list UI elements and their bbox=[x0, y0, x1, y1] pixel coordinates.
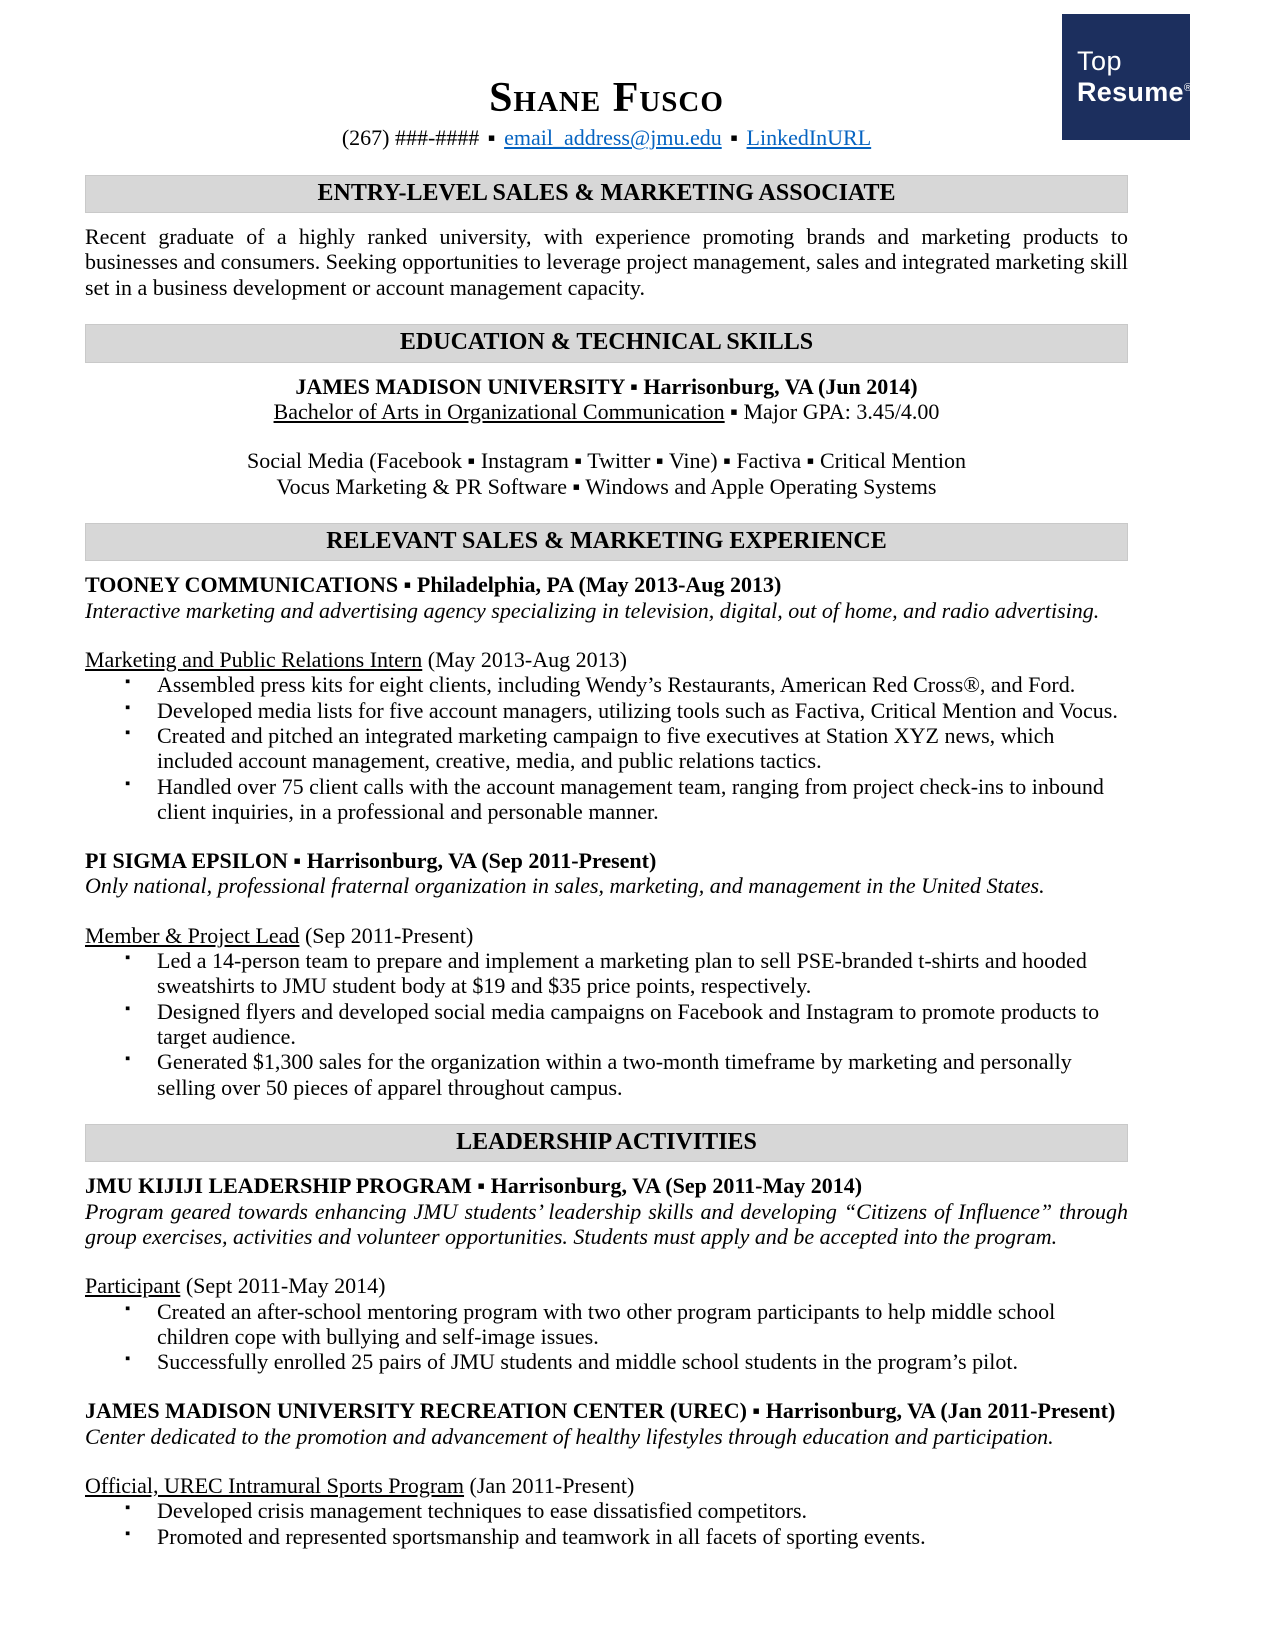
leadership-entry-kijiji bbox=[85, 1173, 1128, 1374]
bullet-item: ▪ Assembled press kits for eight clients, including Wendy’s Restaurants, American Red Cross®, and Ford. bbox=[85, 672, 1128, 697]
bullet-item: ▪ Created and pitched an integrated marketing campaign to five executives at Station XYZ news, which included account management, creative, media, and public relations tactics. bbox=[85, 723, 1128, 774]
bullet-item: ▪ Generated $1,300 sales for the organization within a two-month timeframe by marketing and personally selling over 50 pieces of apparel throughout campus. bbox=[85, 1049, 1128, 1100]
section-header-education: EDUCATION & TECHNICAL SKILLS bbox=[85, 324, 1128, 363]
candidate-name: Shane Fusco bbox=[489, 75, 724, 121]
contact-line bbox=[85, 125, 1128, 150]
organization-description: Program geared towards enhancing JMU students’ leadership skills and developing “Citizens of Influence” through group exercises, activities and volunteer opportunities. Students must apply and be accepted into the program. bbox=[85, 1198, 1128, 1249]
organization-line: JAMES MADISON UNIVERSITY RECREATION CENTER (UREC) ▪ Harrisonburg, VA (Jan 2011-Present) bbox=[85, 1398, 1116, 1424]
company-description: Only national, professional fraternal organization in sales, marketing, and management in the United States. bbox=[85, 873, 1045, 899]
logo-top-text: Top bbox=[1077, 45, 1123, 76]
organization-description: Center dedicated to the promotion and advancement of healthy lifestyles through education and participation. bbox=[85, 1423, 1054, 1449]
topresume-logo bbox=[1062, 14, 1193, 140]
role-line bbox=[85, 1273, 1128, 1298]
registered-trademark-mark: ® bbox=[1183, 82, 1193, 94]
role-line bbox=[85, 923, 1128, 948]
role-dates: (Sept 2011-May 2014) bbox=[180, 1273, 386, 1299]
linkedin-link[interactable]: LinkedInURL bbox=[746, 125, 872, 151]
section-header-leadership: LEADERSHIP ACTIVITIES bbox=[85, 1124, 1128, 1163]
bullet-item: ▪ Led a 14-person team to prepare and implement a marketing plan to sell PSE-branded t-shirts and hooded sweatshirts to JMU student body at $19 and $35 price points, respectively. bbox=[85, 948, 1128, 999]
role-title: Member & Project Lead bbox=[85, 922, 300, 948]
section-header-experience: RELEVANT SALES & MARKETING EXPERIENCE bbox=[85, 523, 1128, 562]
company-line: TOONEY COMMUNICATIONS ▪ Philadelphia, PA (May 2013-Aug 2013) bbox=[85, 572, 782, 598]
section-header-objective: ENTRY-LEVEL SALES & MARKETING ASSOCIATE bbox=[85, 175, 1128, 214]
bullet-item: ▪ Promoted and represented sportsmanship and teamwork in all facets of sporting events. bbox=[85, 1524, 1128, 1549]
role-dates: (Jan 2011-Present) bbox=[464, 1473, 635, 1499]
education-degree-line bbox=[85, 399, 1128, 424]
bullet-list bbox=[85, 1498, 1128, 1549]
skills-line-1: Social Media (Facebook ▪ Instagram ▪ Twitter ▪ Vine) ▪ Factiva ▪ Critical Mention bbox=[247, 448, 966, 474]
bullet-item: ▪ Created an after-school mentoring program with two other program participants to help middle school children cope with bullying and self-image issues. bbox=[85, 1299, 1128, 1350]
skills-line-2: Vocus Marketing & PR Software ▪ Windows and Apple Operating Systems bbox=[276, 473, 937, 499]
education-block bbox=[85, 374, 1128, 499]
logo-resume-text bbox=[1077, 77, 1193, 108]
experience-entry-pi-sigma-epsilon bbox=[85, 848, 1128, 1100]
summary-paragraph: Recent graduate of a highly ranked university, with experience promoting brands and marketing products to businesses and consumers. Seeking opportunities to leverage project management, sales and integrated marketing skill set in a business development or account management capacity. bbox=[85, 224, 1128, 300]
degree-name: Bachelor of Arts in Organizational Communication bbox=[273, 398, 725, 424]
phone-number: (267) ###-#### bbox=[341, 125, 480, 151]
company-description: Interactive marketing and advertising agency specializing in television, digital, out of home, and radio advertising. bbox=[85, 597, 1100, 623]
bullet-item: ▪ Developed crisis management techniques to ease dissatisfied competitors. bbox=[85, 1498, 1128, 1523]
bullet-item: ▪ Handled over 75 client calls with the account management team, ranging from project check-ins to inbound client inquiries, in a professional and personable manner. bbox=[85, 774, 1128, 825]
bullet-item: ▪ Developed media lists for five account managers, utilizing tools such as Factiva, Critical Mention and Vocus. bbox=[85, 698, 1128, 723]
role-line bbox=[85, 1473, 1128, 1498]
leadership-entry-urec bbox=[85, 1398, 1128, 1548]
experience-entry-tooney bbox=[85, 572, 1128, 824]
degree-gpa: ▪ Major GPA: 3.45/4.00 bbox=[724, 398, 940, 424]
bullet-list bbox=[85, 948, 1128, 1100]
role-title: Official, UREC Intramural Sports Program bbox=[85, 1473, 465, 1499]
education-school-line: JAMES MADISON UNIVERSITY ▪ Harrisonburg, VA (Jun 2014) bbox=[295, 373, 918, 399]
bullet-list bbox=[85, 1299, 1128, 1375]
bullet-item: ▪ Designed flyers and developed social media campaigns on Facebook and Instagram to promote products to target audience. bbox=[85, 999, 1128, 1050]
logo-resume-word: Resume bbox=[1077, 77, 1184, 107]
role-line bbox=[85, 647, 1128, 672]
company-line: PI SIGMA EPSILON ▪ Harrisonburg, VA (Sep 2011-Present) bbox=[85, 848, 657, 874]
bullet-item: ▪ Successfully enrolled 25 pairs of JMU students and middle school students in the program’s pilot. bbox=[85, 1349, 1128, 1374]
bullet-list bbox=[85, 672, 1128, 824]
organization-line: JMU KIJIJI LEADERSHIP PROGRAM ▪ Harrisonburg, VA (Sep 2011-May 2014) bbox=[85, 1173, 863, 1199]
role-title: Marketing and Public Relations Intern bbox=[85, 647, 423, 673]
email-link[interactable]: email_address@jmu.edu bbox=[504, 125, 722, 151]
role-title: Participant bbox=[85, 1273, 181, 1299]
separator-dot: ▪ bbox=[730, 125, 739, 151]
separator-dot: ▪ bbox=[487, 125, 496, 151]
role-dates: (Sep 2011-Present) bbox=[299, 922, 474, 948]
role-dates: (May 2013-Aug 2013) bbox=[422, 647, 627, 673]
resume-content bbox=[85, 0, 1128, 1549]
